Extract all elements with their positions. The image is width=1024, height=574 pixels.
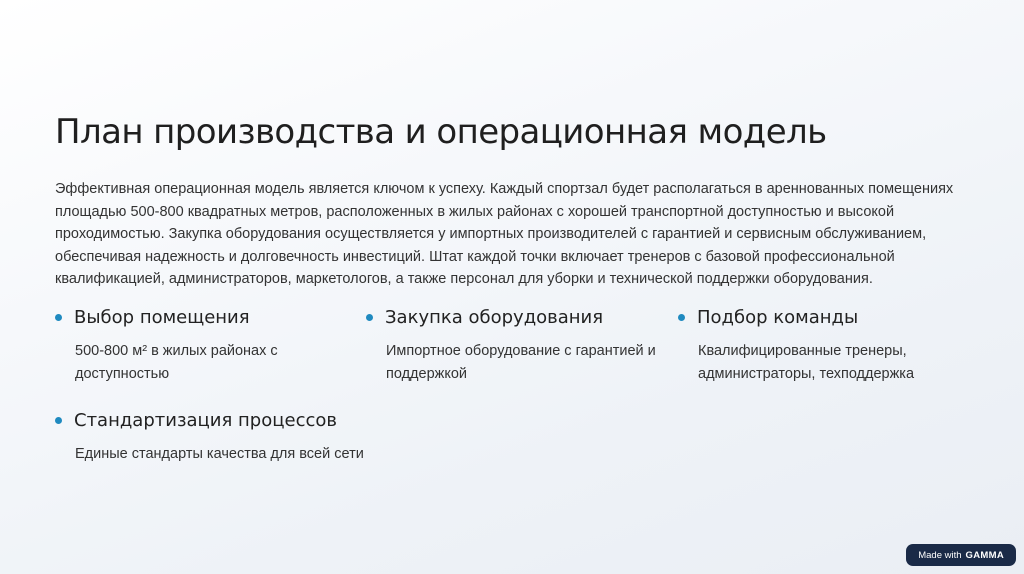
feature-title: Стандартизация процессов [74, 409, 337, 431]
bullet-dot-icon [55, 314, 62, 321]
feature-title: Выбор помещения [74, 306, 250, 328]
feature-header [55, 302, 345, 332]
feature-header [678, 302, 968, 332]
feature-team-selection [678, 302, 968, 385]
made-with-gamma-badge[interactable] [906, 544, 1016, 566]
bullet-dot-icon [55, 417, 62, 424]
badge-prefix: Made with [918, 549, 962, 561]
feature-title: Закупка оборудования [385, 306, 604, 328]
feature-header [55, 405, 415, 435]
feature-title: Подбор команды [697, 306, 859, 328]
feature-description: Импортное оборудование с гарантией и поддержкой [386, 343, 656, 382]
feature-equipment-purchase [366, 302, 656, 385]
intro-paragraph: Эффективная операционная модель является ключом к успеху. Каждый спортзал будет располагаться в ареннованных помещениях площадью 500-800 квадратных метров, расположенных в жилых районах с хорошей транспортной доступностью и высокой проходимостью. Закупка оборудования осуществляется у импортных производителей с гарантией и сервисным обслуживанием, обеспечивая надежность и долговечность инвестиций. Штат каждой точки включает тренеров с базовой профессиональной квалификацией, администраторов, маркетологов, а также персонал для уборки и технической поддержки оборудования. [55, 181, 954, 288]
feature-description: Единые стандарты качества для всей сети [75, 446, 364, 462]
feature-description: 500-800 м² в жилых районах с доступностью [75, 343, 278, 382]
feature-process-standardization [55, 405, 415, 466]
gamma-logo: GAMMA [965, 549, 1004, 561]
bullet-dot-icon [678, 314, 685, 321]
bullet-dot-icon [366, 314, 373, 321]
feature-description: Квалифицированные тренеры, администраторы, техподдержка [698, 343, 915, 382]
page-title: План производства и операционная модель [55, 112, 827, 152]
feature-header [366, 302, 656, 332]
feature-room-selection [55, 302, 345, 385]
